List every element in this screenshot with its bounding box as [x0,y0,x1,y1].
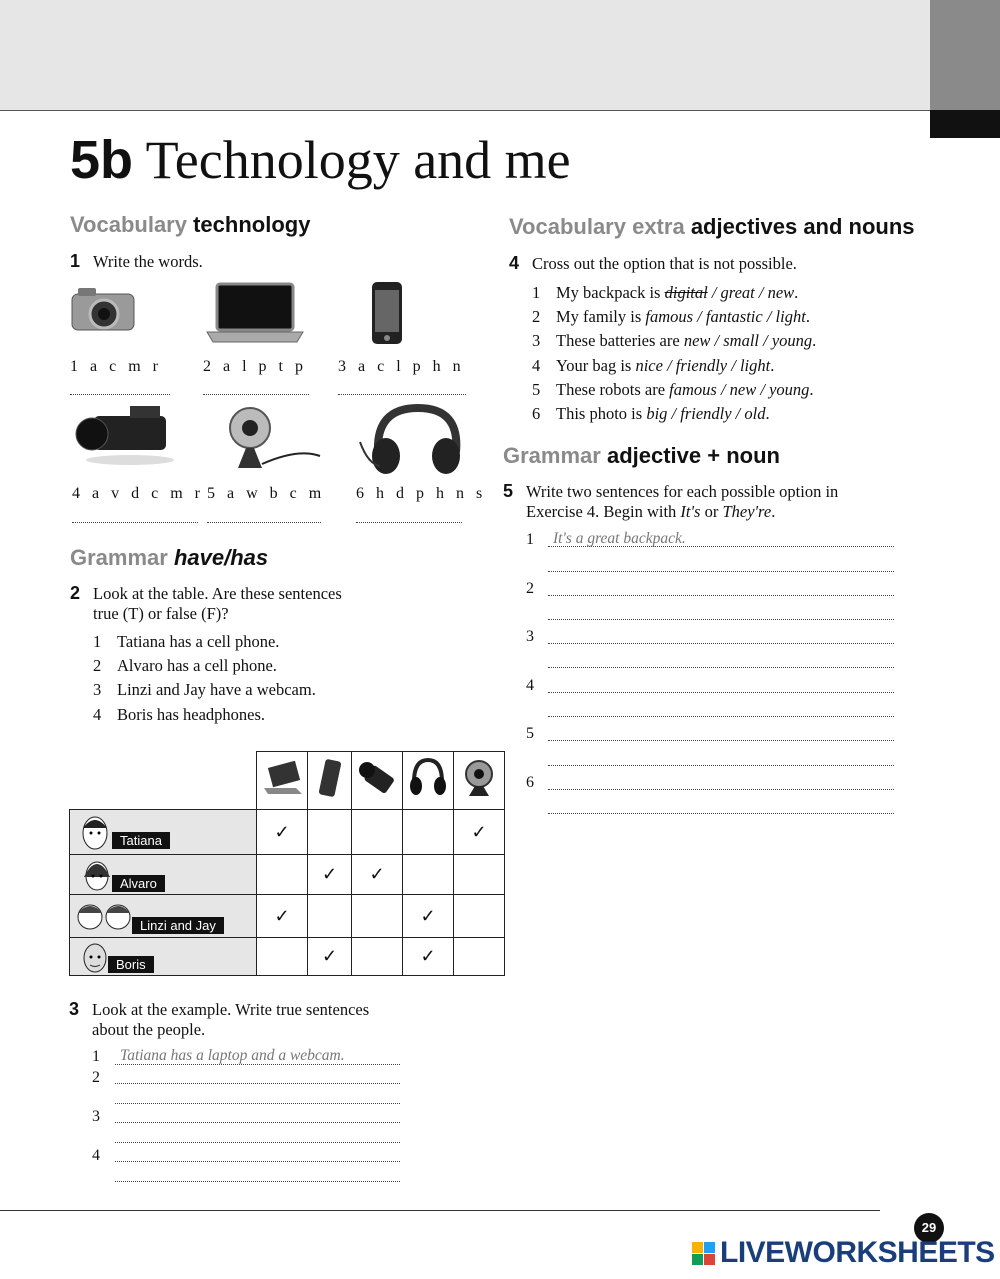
vocab-extra-heading-grey: Vocabulary extra [509,214,685,239]
person-cell [70,855,257,895]
ex5-num-2: 2 [526,580,534,597]
table-cell[interactable] [308,810,352,855]
footer-rule [0,1210,880,1211]
ex5-example: It's a great backpack. [553,530,686,547]
webcam-photo [208,404,322,474]
table-cell[interactable] [257,855,308,895]
ex3-instruction [92,1000,369,1040]
person-cell [70,938,257,976]
headphones-photo [356,404,466,476]
list-item [532,281,816,305]
ex1-word-1: 1 a c m r [70,358,162,375]
ex3-answer-line[interactable] [115,1083,400,1084]
table-cell[interactable] [454,895,505,938]
person-cell [70,895,257,938]
ex5-answer-line[interactable] [548,716,894,717]
col-headphones [403,752,454,810]
item-number: 5 [532,379,541,399]
page-number: 29 [914,1213,944,1243]
item-number: 1 [93,632,102,651]
item-text: Linzi and Jay have a webcam. [117,680,316,700]
table-row [70,938,505,976]
ex1-word-6: 6 h d p h n s [356,485,487,502]
item-text: Tatiana has a cell phone. [117,632,280,651]
ex5-answer-line[interactable] [548,692,894,693]
ex3-num-1: 1 [92,1048,100,1065]
ex3-line [115,1064,400,1065]
unit-title: Technology and me [145,130,571,190]
item-options[interactable]: new / small / young [683,331,813,351]
table-cell[interactable]: ✓ [257,810,308,855]
ex3-number: 3 [69,999,80,1019]
webcam-icon [457,756,501,800]
ex5-num-5: 5 [526,725,534,742]
list-item [93,703,316,727]
person-name: Alvaro [112,875,165,892]
item-options[interactable]: famous / new / young [669,379,810,399]
video-camera-icon [355,756,399,800]
ex5-answer-line[interactable] [548,667,894,668]
camera-photo [68,282,138,342]
item-number: 3 [93,680,102,700]
table-cell[interactable] [454,855,505,895]
ex3-num-2: 2 [92,1069,100,1086]
item-text: These robots are [556,379,670,399]
vocab-heading-dark: technology [193,212,311,237]
ex5-answer-line[interactable] [548,643,894,644]
person-name: Tatiana [112,832,170,849]
corner-tab-dark [930,110,1000,138]
table-cell[interactable]: ✓ [403,895,454,938]
linzi-and-jay-face-icon [76,899,134,935]
list-item [93,678,316,702]
grammar-adj-noun-heading [503,443,780,469]
headphones-icon [406,756,450,800]
page-title [70,128,571,192]
item-text: These batteries are [556,331,684,351]
ex5-instruction-text: Exercise 4. Begin with [526,502,681,521]
item-end: . [805,307,810,327]
table-cell[interactable] [352,895,403,938]
col-video-camera [352,752,403,810]
list-item [532,305,816,329]
ex1-answer-line-4[interactable] [72,522,198,523]
table-cell[interactable] [403,810,454,855]
item-text: Boris has headphones. [117,704,266,724]
unit-code: 5b [70,130,134,190]
ex5-answer-line[interactable] [548,740,894,741]
ex1-number: 1 [70,251,81,271]
table-row [70,855,505,895]
ex1-word-2: 2 a l p t p [203,358,307,375]
table-cell[interactable]: ✓ [352,855,403,895]
table-row [70,895,505,938]
video-camera-photo [70,402,182,468]
ex1-word-4: 4 a v d c m r [72,485,204,502]
col-webcam [454,752,505,810]
item-options[interactable]: big / friendly / old [646,404,766,424]
item-number: 2 [532,307,541,327]
item-end: . [794,283,799,302]
ex1-word-3: 3 a c l p h n [338,358,465,375]
ex5-num-6: 6 [526,774,534,791]
ex5-num-4: 4 [526,677,534,694]
grammar2-heading-grey: Grammar [503,443,601,468]
ex4-number: 4 [509,253,520,273]
ex5-num-3: 3 [526,628,534,645]
ex2-number: 2 [70,583,81,603]
list-item [532,329,816,353]
grammar1-heading-dark: have/has [173,545,269,570]
vocab-heading-grey: Vocabulary [70,212,187,237]
table-header-row [70,752,505,810]
list-item [532,402,816,426]
laptop-icon [260,758,304,798]
ex3-instruction-line2: about the people. [92,1020,206,1039]
ex3-answer-line[interactable] [115,1181,400,1182]
ex3-instruction-line1: Look at the example. Write true sentences [92,1000,370,1019]
ex1-answer-line-5[interactable] [207,522,321,523]
ex5-answer-line[interactable] [548,571,894,572]
grammar2-heading-dark: adjective + noun [606,443,780,468]
alvaro-face-icon [80,857,114,893]
table-cell[interactable] [257,938,308,976]
ex1-answer-line-3[interactable] [338,394,466,395]
item-number: 2 [93,656,102,676]
list-item [93,630,316,654]
ex5-answer-line[interactable] [548,619,894,620]
boris-face-icon [78,940,112,974]
grammar-have-has-heading [70,545,268,571]
table-cell[interactable]: ✓ [308,938,352,976]
table-cell[interactable] [352,938,403,976]
item-text: Your bag is [556,355,636,375]
ex1-word-5: 5 a w b c m [207,485,326,502]
corner-tab [930,0,1000,110]
ex4-instruction: Cross out the option that is not possible. [532,254,797,273]
item-text: My backpack is [556,283,665,302]
ex5-instruction-line2 [526,502,838,522]
ex5-or: or [700,502,723,521]
ex5-answer-line[interactable] [548,813,894,814]
grammar1-heading-grey: Grammar [70,545,168,570]
ex3-num-4: 4 [92,1147,100,1164]
ex2-list [93,630,316,727]
item-number: 3 [532,331,541,351]
item-end: . [770,355,775,375]
person-cell [70,810,257,855]
ex3-example: Tatiana has a laptop and a webcam. [120,1047,345,1064]
ex3-answer-line[interactable] [115,1161,400,1162]
ex3-answer-line[interactable] [115,1122,400,1123]
ex5-line [548,546,894,547]
col-cell-phone [308,752,352,810]
item-number: 6 [532,404,541,424]
ex5-answer-line[interactable] [548,765,894,766]
ex3-num-3: 3 [92,1108,100,1125]
table-cell[interactable]: ✓ [308,855,352,895]
struck-option[interactable]: digital [664,283,708,302]
ex5-theyre: They're [722,502,772,521]
col-laptop [257,752,308,810]
cell-phone-icon [312,756,348,800]
ex2-instruction [93,584,342,624]
tatiana-face-icon [78,814,112,852]
item-options[interactable]: famous / fantastic / light [645,307,806,327]
table-row [70,810,505,855]
item-number: 4 [93,704,102,724]
laptop-photo [203,282,307,344]
ex3-answer-line[interactable] [115,1103,400,1104]
ex5-instruction-line1: Write two sentences for each possible option in [526,482,839,501]
ex1-answer-line-6[interactable] [356,522,462,523]
ex1-instruction: Write the words. [93,252,203,271]
table-cell[interactable]: ✓ [403,938,454,976]
item-end: . [812,331,817,351]
person-name: Linzi and Jay [132,917,224,934]
ex2-instruction-line2: true (T) or false (F)? [93,604,229,623]
ex1-answer-line-1[interactable] [70,394,170,395]
item-text: This photo is [556,404,647,424]
item-number: 1 [532,283,541,302]
ex5-its: It's [680,502,701,521]
liveworksheets-logo-icon [692,1242,716,1266]
item-text: My family is [556,307,646,327]
list-item [93,654,316,678]
item-number: 4 [532,355,541,375]
item-end: . [809,379,814,399]
table-cell[interactable] [403,855,454,895]
vocab-extra-heading [509,214,915,240]
ex3-answer-line[interactable] [115,1142,400,1143]
table-cell[interactable] [308,895,352,938]
list-item [532,378,816,402]
table-cell[interactable]: ✓ [454,810,505,855]
ex2-instruction-line1: Look at the table. Are these sentences [93,584,342,603]
cell-phone-photo [370,280,404,346]
ex5-answer-line[interactable] [548,595,894,596]
header-band [0,0,930,111]
item-text: Alvaro has a cell phone. [117,656,277,676]
vocab-heading [70,212,310,238]
table-cell[interactable] [352,810,403,855]
have-has-table [69,751,505,976]
table-corner [70,752,257,810]
ex5-period: . [771,502,776,521]
ex1-answer-line-2[interactable] [203,394,309,395]
ex5-instruction [526,482,838,522]
item-options[interactable]: / great / new [707,283,795,302]
vocab-extra-heading-dark: adjectives and nouns [690,214,915,239]
table-cell[interactable]: ✓ [257,895,308,938]
list-item [532,354,816,378]
ex5-number: 5 [503,481,514,501]
item-end: . [765,404,770,424]
ex5-num-1: 1 [526,531,534,548]
brand-name[interactable]: LIVEWORKSHEETS [720,1236,995,1269]
table-cell[interactable] [454,938,505,976]
ex4-list [532,281,816,426]
person-name: Boris [108,956,154,973]
item-options[interactable]: nice / friendly / light [635,355,771,375]
ex5-answer-line[interactable] [548,789,894,790]
